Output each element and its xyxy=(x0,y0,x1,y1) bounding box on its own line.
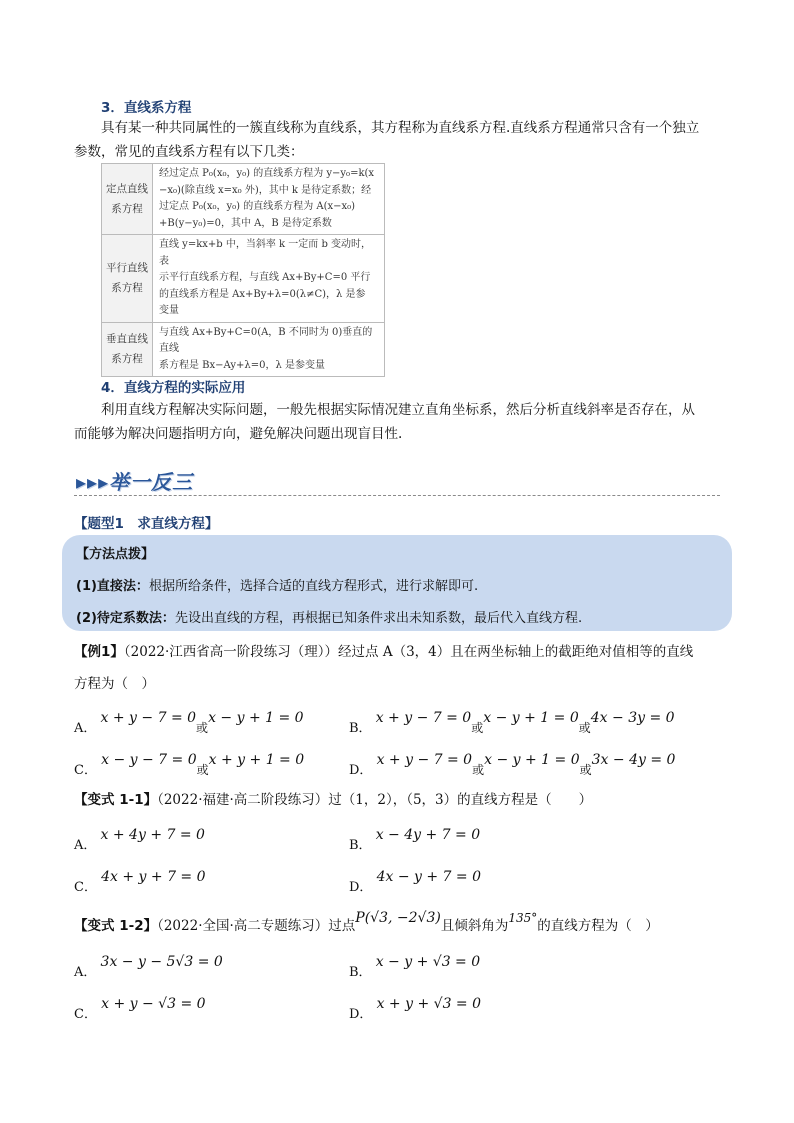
example-1-text: （2022·江西省高一阶段练习（理））经过点 A（3，4）且在两坐标轴上的截距绝对值相等的直线 xyxy=(123,644,694,660)
option-letter: D． xyxy=(349,880,373,895)
option-or: 或 xyxy=(578,721,591,735)
variant-1-1-option-b[interactable] xyxy=(349,824,481,853)
body-line: −x₀)(除直线 x=x₀ 外)，其中 k 是待定系数；经 xyxy=(159,184,372,196)
label-line: 系方程 xyxy=(111,203,143,215)
variant-1-2-text-mid: 且倾斜角为 xyxy=(440,918,509,934)
variant-1-1-option-a[interactable] xyxy=(74,824,205,853)
table-row-label xyxy=(102,235,153,323)
option-letter: B． xyxy=(349,838,372,853)
table-row xyxy=(102,322,385,377)
variant-1-1-option-c[interactable] xyxy=(74,866,206,895)
body-line: 变量 xyxy=(159,305,179,316)
variant-1-2-text-before: （2022·全国·高二专题练习）过点 xyxy=(157,918,356,934)
option-equation: x + y − 7 = 0 xyxy=(375,710,472,726)
method-box xyxy=(62,535,732,631)
option-letter: D． xyxy=(349,1007,373,1022)
option-letter: D． xyxy=(349,763,373,778)
option-equation: 3x − 4y = 0 xyxy=(591,752,676,768)
option-equation: x + y − 7 = 0 xyxy=(100,710,197,726)
option-equation: x − 4y + 7 = 0 xyxy=(375,827,481,843)
question-type-heading: 【题型1 求直线方程】 xyxy=(74,516,219,532)
variant-1-2-stem xyxy=(74,910,659,934)
table-row-body xyxy=(153,322,385,377)
option-equation: x − y + 1 = 0 xyxy=(484,752,580,768)
example-1-line2: 方程为（ ） xyxy=(74,676,155,692)
option-letter: A． xyxy=(74,721,97,736)
method-title: 【方法点拨】 xyxy=(76,547,155,562)
body-line: 直线 y=kx+b 中，当斜率 k 一定而 b 变动时，表 xyxy=(159,239,372,267)
label-line: 定点直线 xyxy=(106,183,148,195)
option-letter: C． xyxy=(74,763,97,778)
variant-1-1-option-d[interactable] xyxy=(349,866,481,895)
variant-1-1-text: （2022·福建·高二阶段练习）过（1，2），（5，3）的直线方程是（ ） xyxy=(157,792,593,808)
method-item-2-text: 先设出直线的方程，再根据已知条件求出未知系数，最后代入直线方程. xyxy=(174,611,583,626)
body-line: 的直线系方程是 Ax+By+λ=0(λ≠C)，λ 是参 xyxy=(159,288,366,300)
variant-1-2-angle: 135° xyxy=(508,911,538,925)
variant-1-2-tag: 【变式 1-2】 xyxy=(74,918,158,934)
option-or: 或 xyxy=(196,721,209,735)
method-item-1-label: (1)直接法： xyxy=(76,579,149,594)
option-equation: 4x − 3y = 0 xyxy=(590,710,675,726)
option-equation: x + y + 1 = 0 xyxy=(208,752,305,768)
method-item-2 xyxy=(76,607,582,626)
option-letter: A． xyxy=(74,838,97,853)
option-or: 或 xyxy=(471,721,484,735)
example-1-option-b[interactable] xyxy=(349,707,675,736)
table-row xyxy=(102,235,385,323)
dashed-divider xyxy=(74,495,720,496)
body-line: 经过定点 P₀(x₀，y₀) 的直线系方程为 y−y₀=k(x xyxy=(159,168,375,179)
label-line: 系方程 xyxy=(111,353,143,366)
option-letter: C． xyxy=(74,880,97,895)
line-system-table xyxy=(101,163,385,377)
table-row xyxy=(102,164,385,235)
option-equation: x + y − 7 = 0 xyxy=(376,752,473,768)
section-3-para-line2: 参数，常见的直线系方程有以下几类： xyxy=(74,144,304,160)
body-line: 与直线 Ax+By+C=0(A，B 不同时为 0)垂直的直线 xyxy=(159,326,373,354)
table-row-label xyxy=(102,164,153,235)
option-equation: x + y − √3 = 0 xyxy=(101,996,206,1012)
example-1-line1 xyxy=(74,640,693,660)
option-letter: B． xyxy=(349,721,372,736)
option-equation: x − y + √3 = 0 xyxy=(375,954,481,970)
option-equation: 3x − y − 5√3 = 0 xyxy=(100,954,223,970)
option-equation: x − y + 1 = 0 xyxy=(483,710,579,726)
option-equation: 4x + y + 7 = 0 xyxy=(101,869,206,885)
body-line: 示平行直线系方程，与直线 Ax+By+C=0 平行 xyxy=(159,272,371,283)
example-1-tag: 【例1】 xyxy=(74,644,124,660)
body-line: 系方程是 Bx−Ay+λ=0，λ 是参变量 xyxy=(159,359,325,371)
section-3-heading: 3．直线系方程 xyxy=(101,100,192,116)
option-equation: x + 4y + 7 = 0 xyxy=(100,827,205,843)
table-row-body xyxy=(153,235,385,323)
method-item-2-label: (2)待定系数法： xyxy=(76,611,175,626)
option-letter: C． xyxy=(74,1007,97,1022)
label-line: 垂直直线 xyxy=(106,333,148,346)
example-1-option-a[interactable] xyxy=(74,707,304,736)
option-or: 或 xyxy=(579,763,592,777)
section-banner: ▸▸▸举一反三 xyxy=(76,470,194,494)
option-or: 或 xyxy=(196,763,209,777)
variant-1-2-point: P(√3, −2√3) xyxy=(355,910,441,926)
variant-1-1-stem xyxy=(74,788,592,808)
option-equation: x + y + √3 = 0 xyxy=(376,996,482,1012)
section-4-para-line2: 而能够为解决问题指明方向，避免解决问题出现盲目性. xyxy=(74,426,403,442)
label-line: 平行直线 xyxy=(106,262,148,275)
option-equation: 4x − y + 7 = 0 xyxy=(376,869,481,885)
variant-1-2-option-a[interactable] xyxy=(74,951,223,980)
option-equation: x − y − 7 = 0 xyxy=(101,752,197,768)
method-item-1 xyxy=(76,575,478,594)
section-3-para-line1: 具有某一种共同属性的一簇直线称为直线系，其方程称为直线系方程.直线系方程通常只含有一个独立 xyxy=(101,120,700,136)
variant-1-1-tag: 【变式 1-1】 xyxy=(74,792,158,808)
option-letter: B． xyxy=(349,965,372,980)
example-1-option-d[interactable] xyxy=(349,749,676,778)
section-4-heading: 4．直线方程的实际应用 xyxy=(101,380,246,396)
variant-1-2-option-b[interactable] xyxy=(349,951,481,980)
option-letter: A． xyxy=(74,965,97,980)
table-row-label xyxy=(102,322,153,377)
body-line: 过定点 P₀(x₀，y₀) 的直线系方程为 A(x−x₀) xyxy=(159,201,356,212)
method-item-1-text: 根据所给条件，选择合适的直线方程形式，进行求解即可. xyxy=(148,579,479,594)
variant-1-2-option-c[interactable] xyxy=(74,993,206,1022)
table-row-body xyxy=(153,164,385,235)
option-equation: x − y + 1 = 0 xyxy=(208,710,304,726)
variant-1-2-text-after: 的直线方程为（ ） xyxy=(537,918,659,934)
label-line: 系方程 xyxy=(111,282,143,295)
example-1-option-c[interactable] xyxy=(74,749,305,778)
option-or: 或 xyxy=(472,763,485,777)
section-4-para-line1: 利用直线方程解决实际问题，一般先根据实际情况建立直角坐标系，然后分析直线斜率是否存在，从 xyxy=(101,402,695,418)
variant-1-2-option-d[interactable] xyxy=(349,993,482,1022)
body-line: +B(y−y₀)=0，其中 A，B 是待定系数 xyxy=(159,217,332,229)
